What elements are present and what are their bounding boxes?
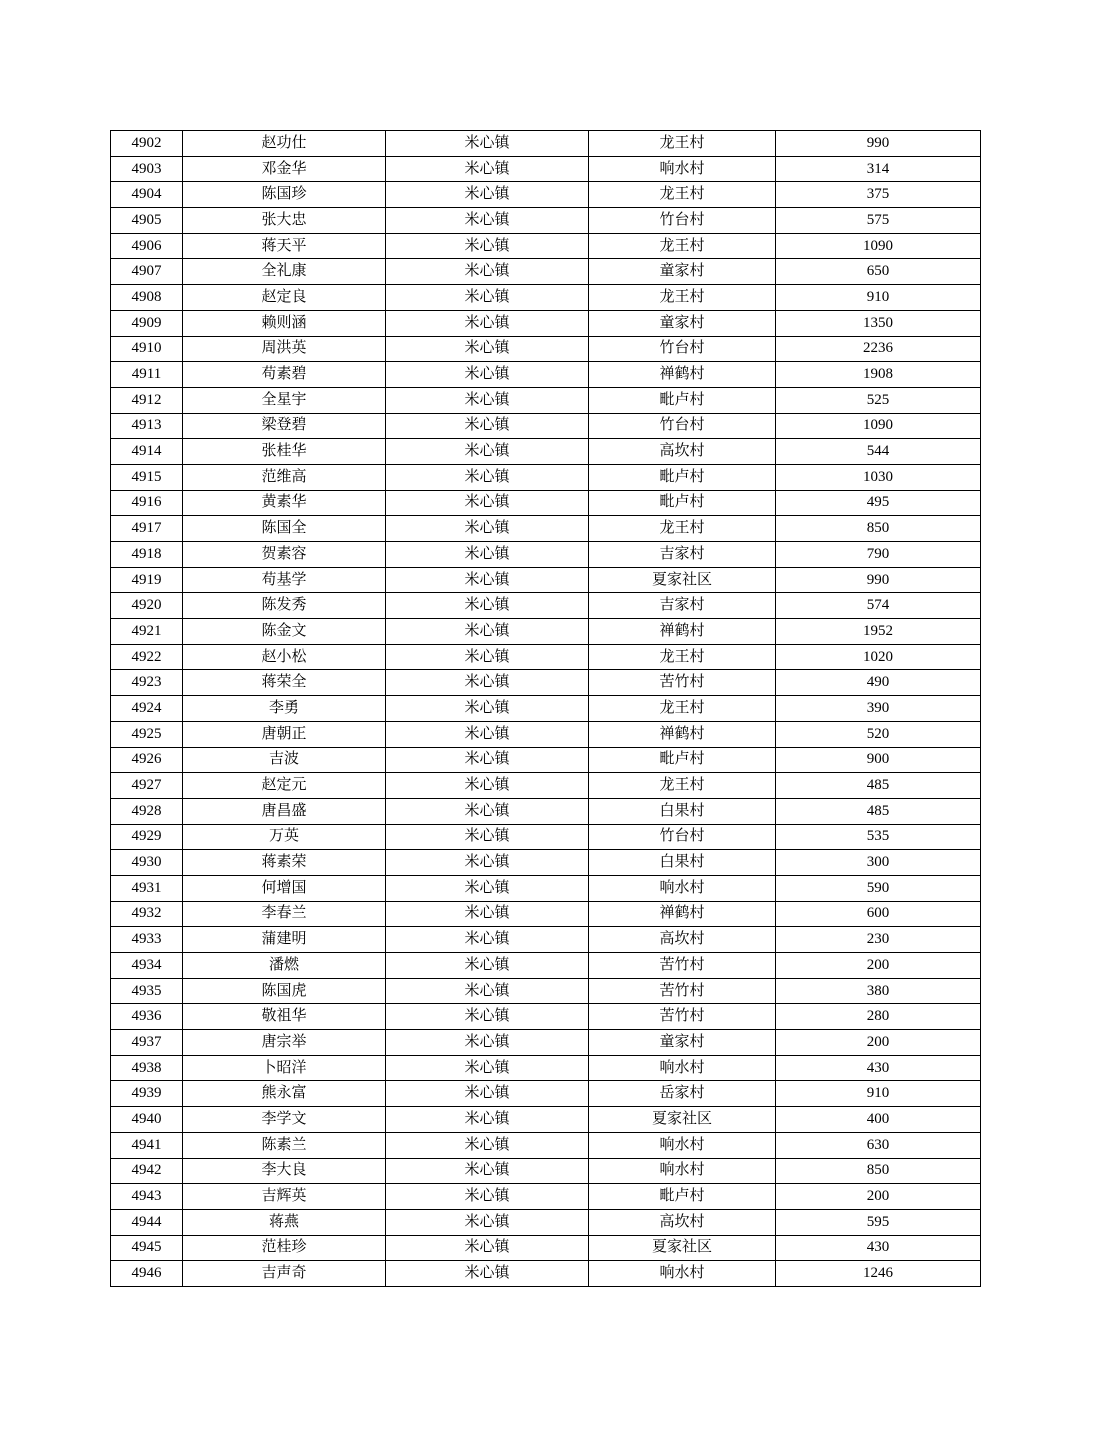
cell-town: 米心镇 xyxy=(386,747,589,773)
cell-id: 4915 xyxy=(111,464,183,490)
cell-village: 竹台村 xyxy=(589,413,776,439)
cell-town: 米心镇 xyxy=(386,850,589,876)
table-row xyxy=(111,1055,981,1081)
table-row xyxy=(111,644,981,670)
cell-village: 苦竹村 xyxy=(589,670,776,696)
cell-name: 蒋素荣 xyxy=(183,850,386,876)
cell-town: 米心镇 xyxy=(386,310,589,336)
table-row xyxy=(111,978,981,1004)
cell-name: 赵功仕 xyxy=(183,131,386,157)
table-row xyxy=(111,336,981,362)
cell-amount: 990 xyxy=(776,131,981,157)
cell-name: 吉声奇 xyxy=(183,1261,386,1287)
cell-town: 米心镇 xyxy=(386,131,589,157)
cell-id: 4905 xyxy=(111,208,183,234)
cell-id: 4924 xyxy=(111,696,183,722)
cell-town: 米心镇 xyxy=(386,208,589,234)
cell-id: 4941 xyxy=(111,1132,183,1158)
cell-town: 米心镇 xyxy=(386,721,589,747)
cell-amount: 990 xyxy=(776,567,981,593)
cell-amount: 574 xyxy=(776,593,981,619)
cell-town: 米心镇 xyxy=(386,773,589,799)
cell-town: 米心镇 xyxy=(386,233,589,259)
cell-name: 范维高 xyxy=(183,464,386,490)
cell-name: 吉波 xyxy=(183,747,386,773)
cell-village: 响水村 xyxy=(589,1261,776,1287)
cell-town: 米心镇 xyxy=(386,619,589,645)
cell-village: 高坎村 xyxy=(589,927,776,953)
cell-town: 米心镇 xyxy=(386,1209,589,1235)
cell-town: 米心镇 xyxy=(386,285,589,311)
cell-village: 吉家村 xyxy=(589,593,776,619)
cell-village: 龙王村 xyxy=(589,182,776,208)
cell-id: 4913 xyxy=(111,413,183,439)
cell-name: 蒲建明 xyxy=(183,927,386,953)
cell-town: 米心镇 xyxy=(386,978,589,1004)
cell-name: 全礼康 xyxy=(183,259,386,285)
cell-amount: 1090 xyxy=(776,413,981,439)
table-row xyxy=(111,1107,981,1133)
cell-name: 万英 xyxy=(183,824,386,850)
cell-name: 熊永富 xyxy=(183,1081,386,1107)
cell-village: 竹台村 xyxy=(589,336,776,362)
cell-amount: 485 xyxy=(776,773,981,799)
table-row xyxy=(111,901,981,927)
cell-town: 米心镇 xyxy=(386,1158,589,1184)
table-row xyxy=(111,182,981,208)
cell-name: 陈发秀 xyxy=(183,593,386,619)
cell-amount: 600 xyxy=(776,901,981,927)
cell-amount: 1350 xyxy=(776,310,981,336)
cell-village: 毗卢村 xyxy=(589,490,776,516)
table-row xyxy=(111,953,981,979)
table-row xyxy=(111,362,981,388)
cell-village: 夏家社区 xyxy=(589,1235,776,1261)
cell-amount: 790 xyxy=(776,542,981,568)
cell-id: 4938 xyxy=(111,1055,183,1081)
cell-id: 4923 xyxy=(111,670,183,696)
table-row xyxy=(111,542,981,568)
cell-name: 陈国珍 xyxy=(183,182,386,208)
cell-amount: 910 xyxy=(776,1081,981,1107)
table-row xyxy=(111,131,981,157)
cell-town: 米心镇 xyxy=(386,259,589,285)
cell-amount: 595 xyxy=(776,1209,981,1235)
cell-amount: 1952 xyxy=(776,619,981,645)
table-row xyxy=(111,927,981,953)
cell-id: 4914 xyxy=(111,439,183,465)
cell-town: 米心镇 xyxy=(386,490,589,516)
cell-village: 龙王村 xyxy=(589,696,776,722)
table-row xyxy=(111,1004,981,1030)
cell-village: 龙王村 xyxy=(589,516,776,542)
table-row xyxy=(111,439,981,465)
cell-village: 高坎村 xyxy=(589,1209,776,1235)
table-row xyxy=(111,593,981,619)
cell-amount: 314 xyxy=(776,156,981,182)
cell-village: 高坎村 xyxy=(589,439,776,465)
cell-amount: 910 xyxy=(776,285,981,311)
cell-name: 敬祖华 xyxy=(183,1004,386,1030)
cell-id: 4928 xyxy=(111,798,183,824)
cell-village: 禅鹤村 xyxy=(589,721,776,747)
cell-id: 4933 xyxy=(111,927,183,953)
cell-id: 4935 xyxy=(111,978,183,1004)
table-row xyxy=(111,387,981,413)
table-row xyxy=(111,1209,981,1235)
cell-village: 童家村 xyxy=(589,1030,776,1056)
cell-village: 毗卢村 xyxy=(589,747,776,773)
cell-amount: 390 xyxy=(776,696,981,722)
cell-name: 陈国全 xyxy=(183,516,386,542)
cell-village: 响水村 xyxy=(589,875,776,901)
cell-id: 4917 xyxy=(111,516,183,542)
cell-town: 米心镇 xyxy=(386,464,589,490)
cell-id: 4932 xyxy=(111,901,183,927)
cell-amount: 850 xyxy=(776,1158,981,1184)
cell-town: 米心镇 xyxy=(386,1132,589,1158)
cell-id: 4906 xyxy=(111,233,183,259)
cell-town: 米心镇 xyxy=(386,336,589,362)
cell-amount: 630 xyxy=(776,1132,981,1158)
cell-amount: 1020 xyxy=(776,644,981,670)
cell-id: 4922 xyxy=(111,644,183,670)
cell-town: 米心镇 xyxy=(386,439,589,465)
table-row xyxy=(111,696,981,722)
cell-name: 李学文 xyxy=(183,1107,386,1133)
cell-id: 4904 xyxy=(111,182,183,208)
cell-id: 4937 xyxy=(111,1030,183,1056)
cell-name: 蒋天平 xyxy=(183,233,386,259)
cell-town: 米心镇 xyxy=(386,644,589,670)
cell-id: 4940 xyxy=(111,1107,183,1133)
table-row xyxy=(111,567,981,593)
cell-id: 4908 xyxy=(111,285,183,311)
table-row xyxy=(111,875,981,901)
cell-id: 4927 xyxy=(111,773,183,799)
cell-village: 苦竹村 xyxy=(589,1004,776,1030)
cell-id: 4916 xyxy=(111,490,183,516)
cell-name: 赵定元 xyxy=(183,773,386,799)
cell-amount: 520 xyxy=(776,721,981,747)
table-row xyxy=(111,773,981,799)
cell-town: 米心镇 xyxy=(386,1184,589,1210)
cell-amount: 900 xyxy=(776,747,981,773)
cell-village: 响水村 xyxy=(589,1132,776,1158)
cell-name: 周洪英 xyxy=(183,336,386,362)
cell-amount: 1908 xyxy=(776,362,981,388)
cell-town: 米心镇 xyxy=(386,1261,589,1287)
cell-village: 童家村 xyxy=(589,259,776,285)
cell-name: 唐宗举 xyxy=(183,1030,386,1056)
cell-name: 贺素容 xyxy=(183,542,386,568)
cell-amount: 1030 xyxy=(776,464,981,490)
cell-id: 4942 xyxy=(111,1158,183,1184)
cell-amount: 575 xyxy=(776,208,981,234)
cell-id: 4946 xyxy=(111,1261,183,1287)
cell-id: 4944 xyxy=(111,1209,183,1235)
cell-village: 毗卢村 xyxy=(589,387,776,413)
cell-town: 米心镇 xyxy=(386,1004,589,1030)
cell-name: 潘燃 xyxy=(183,953,386,979)
cell-id: 4925 xyxy=(111,721,183,747)
cell-amount: 200 xyxy=(776,1030,981,1056)
cell-village: 毗卢村 xyxy=(589,1184,776,1210)
table-row xyxy=(111,285,981,311)
cell-name: 张桂华 xyxy=(183,439,386,465)
cell-id: 4934 xyxy=(111,953,183,979)
cell-town: 米心镇 xyxy=(386,1081,589,1107)
cell-name: 全星宇 xyxy=(183,387,386,413)
cell-village: 童家村 xyxy=(589,310,776,336)
cell-amount: 200 xyxy=(776,953,981,979)
cell-village: 竹台村 xyxy=(589,824,776,850)
cell-town: 米心镇 xyxy=(386,670,589,696)
table-row xyxy=(111,1132,981,1158)
cell-town: 米心镇 xyxy=(386,953,589,979)
cell-village: 苦竹村 xyxy=(589,953,776,979)
table-row xyxy=(111,413,981,439)
cell-amount: 400 xyxy=(776,1107,981,1133)
table-row xyxy=(111,747,981,773)
table-row xyxy=(111,1261,981,1287)
cell-name: 李勇 xyxy=(183,696,386,722)
cell-name: 蒋燕 xyxy=(183,1209,386,1235)
cell-town: 米心镇 xyxy=(386,156,589,182)
cell-amount: 280 xyxy=(776,1004,981,1030)
cell-village: 毗卢村 xyxy=(589,464,776,490)
cell-id: 4902 xyxy=(111,131,183,157)
cell-amount: 525 xyxy=(776,387,981,413)
cell-amount: 2236 xyxy=(776,336,981,362)
cell-id: 4939 xyxy=(111,1081,183,1107)
cell-town: 米心镇 xyxy=(386,798,589,824)
cell-town: 米心镇 xyxy=(386,542,589,568)
cell-village: 禅鹤村 xyxy=(589,901,776,927)
cell-name: 张大忠 xyxy=(183,208,386,234)
cell-name: 赵小松 xyxy=(183,644,386,670)
cell-town: 米心镇 xyxy=(386,927,589,953)
cell-village: 夏家社区 xyxy=(589,1107,776,1133)
cell-name: 黄素华 xyxy=(183,490,386,516)
table-row xyxy=(111,824,981,850)
table-row xyxy=(111,1030,981,1056)
cell-id: 4912 xyxy=(111,387,183,413)
cell-village: 竹台村 xyxy=(589,208,776,234)
cell-id: 4929 xyxy=(111,824,183,850)
table-row xyxy=(111,619,981,645)
cell-town: 米心镇 xyxy=(386,824,589,850)
table-row xyxy=(111,721,981,747)
cell-amount: 230 xyxy=(776,927,981,953)
cell-amount: 430 xyxy=(776,1055,981,1081)
table-row xyxy=(111,1158,981,1184)
table-row xyxy=(111,1081,981,1107)
cell-id: 4920 xyxy=(111,593,183,619)
table-row xyxy=(111,208,981,234)
cell-amount: 535 xyxy=(776,824,981,850)
cell-town: 米心镇 xyxy=(386,413,589,439)
cell-amount: 380 xyxy=(776,978,981,1004)
cell-id: 4945 xyxy=(111,1235,183,1261)
cell-name: 李春兰 xyxy=(183,901,386,927)
table-row xyxy=(111,156,981,182)
cell-id: 4907 xyxy=(111,259,183,285)
cell-village: 响水村 xyxy=(589,1158,776,1184)
cell-id: 4921 xyxy=(111,619,183,645)
cell-village: 龙王村 xyxy=(589,233,776,259)
cell-name: 范桂珍 xyxy=(183,1235,386,1261)
table-row xyxy=(111,798,981,824)
cell-id: 4919 xyxy=(111,567,183,593)
cell-town: 米心镇 xyxy=(386,1055,589,1081)
table-row xyxy=(111,850,981,876)
cell-town: 米心镇 xyxy=(386,362,589,388)
cell-town: 米心镇 xyxy=(386,516,589,542)
cell-village: 吉家村 xyxy=(589,542,776,568)
cell-name: 苟基学 xyxy=(183,567,386,593)
table-row xyxy=(111,464,981,490)
table-row xyxy=(111,310,981,336)
roster-table xyxy=(110,130,981,1287)
cell-town: 米心镇 xyxy=(386,696,589,722)
cell-village: 响水村 xyxy=(589,156,776,182)
cell-id: 4931 xyxy=(111,875,183,901)
cell-amount: 1090 xyxy=(776,233,981,259)
cell-amount: 375 xyxy=(776,182,981,208)
table-row xyxy=(111,516,981,542)
cell-name: 陈素兰 xyxy=(183,1132,386,1158)
cell-village: 苦竹村 xyxy=(589,978,776,1004)
cell-village: 响水村 xyxy=(589,1055,776,1081)
cell-id: 4911 xyxy=(111,362,183,388)
table-row xyxy=(111,259,981,285)
cell-amount: 430 xyxy=(776,1235,981,1261)
cell-name: 苟素碧 xyxy=(183,362,386,388)
cell-name: 赵定良 xyxy=(183,285,386,311)
cell-id: 4943 xyxy=(111,1184,183,1210)
roster-table-body xyxy=(111,131,981,1287)
cell-id: 4918 xyxy=(111,542,183,568)
cell-name: 梁登碧 xyxy=(183,413,386,439)
table-row xyxy=(111,1235,981,1261)
cell-amount: 850 xyxy=(776,516,981,542)
cell-village: 禅鹤村 xyxy=(589,619,776,645)
cell-town: 米心镇 xyxy=(386,875,589,901)
cell-amount: 650 xyxy=(776,259,981,285)
cell-town: 米心镇 xyxy=(386,1107,589,1133)
cell-village: 岳家村 xyxy=(589,1081,776,1107)
cell-amount: 590 xyxy=(776,875,981,901)
cell-id: 4909 xyxy=(111,310,183,336)
cell-id: 4936 xyxy=(111,1004,183,1030)
cell-village: 龙王村 xyxy=(589,644,776,670)
cell-name: 唐昌盛 xyxy=(183,798,386,824)
cell-name: 赖则涵 xyxy=(183,310,386,336)
cell-amount: 495 xyxy=(776,490,981,516)
cell-village: 白果村 xyxy=(589,850,776,876)
cell-village: 龙王村 xyxy=(589,773,776,799)
cell-amount: 490 xyxy=(776,670,981,696)
cell-village: 白果村 xyxy=(589,798,776,824)
cell-id: 4903 xyxy=(111,156,183,182)
cell-village: 龙王村 xyxy=(589,131,776,157)
cell-town: 米心镇 xyxy=(386,387,589,413)
cell-amount: 544 xyxy=(776,439,981,465)
cell-name: 邓金华 xyxy=(183,156,386,182)
cell-town: 米心镇 xyxy=(386,1030,589,1056)
cell-town: 米心镇 xyxy=(386,182,589,208)
cell-village: 龙王村 xyxy=(589,285,776,311)
table-row xyxy=(111,233,981,259)
cell-id: 4930 xyxy=(111,850,183,876)
cell-name: 卜昭洋 xyxy=(183,1055,386,1081)
cell-name: 唐朝正 xyxy=(183,721,386,747)
cell-name: 吉辉英 xyxy=(183,1184,386,1210)
cell-town: 米心镇 xyxy=(386,901,589,927)
cell-name: 李大良 xyxy=(183,1158,386,1184)
cell-village: 夏家社区 xyxy=(589,567,776,593)
cell-name: 蒋荣全 xyxy=(183,670,386,696)
cell-amount: 300 xyxy=(776,850,981,876)
table-row xyxy=(111,1184,981,1210)
cell-id: 4926 xyxy=(111,747,183,773)
cell-name: 陈金文 xyxy=(183,619,386,645)
table-row xyxy=(111,490,981,516)
cell-id: 4910 xyxy=(111,336,183,362)
cell-amount: 200 xyxy=(776,1184,981,1210)
cell-town: 米心镇 xyxy=(386,567,589,593)
cell-town: 米心镇 xyxy=(386,1235,589,1261)
cell-name: 陈国虎 xyxy=(183,978,386,1004)
cell-amount: 1246 xyxy=(776,1261,981,1287)
cell-amount: 485 xyxy=(776,798,981,824)
cell-town: 米心镇 xyxy=(386,593,589,619)
cell-name: 何增国 xyxy=(183,875,386,901)
cell-village: 禅鹤村 xyxy=(589,362,776,388)
table-row xyxy=(111,670,981,696)
